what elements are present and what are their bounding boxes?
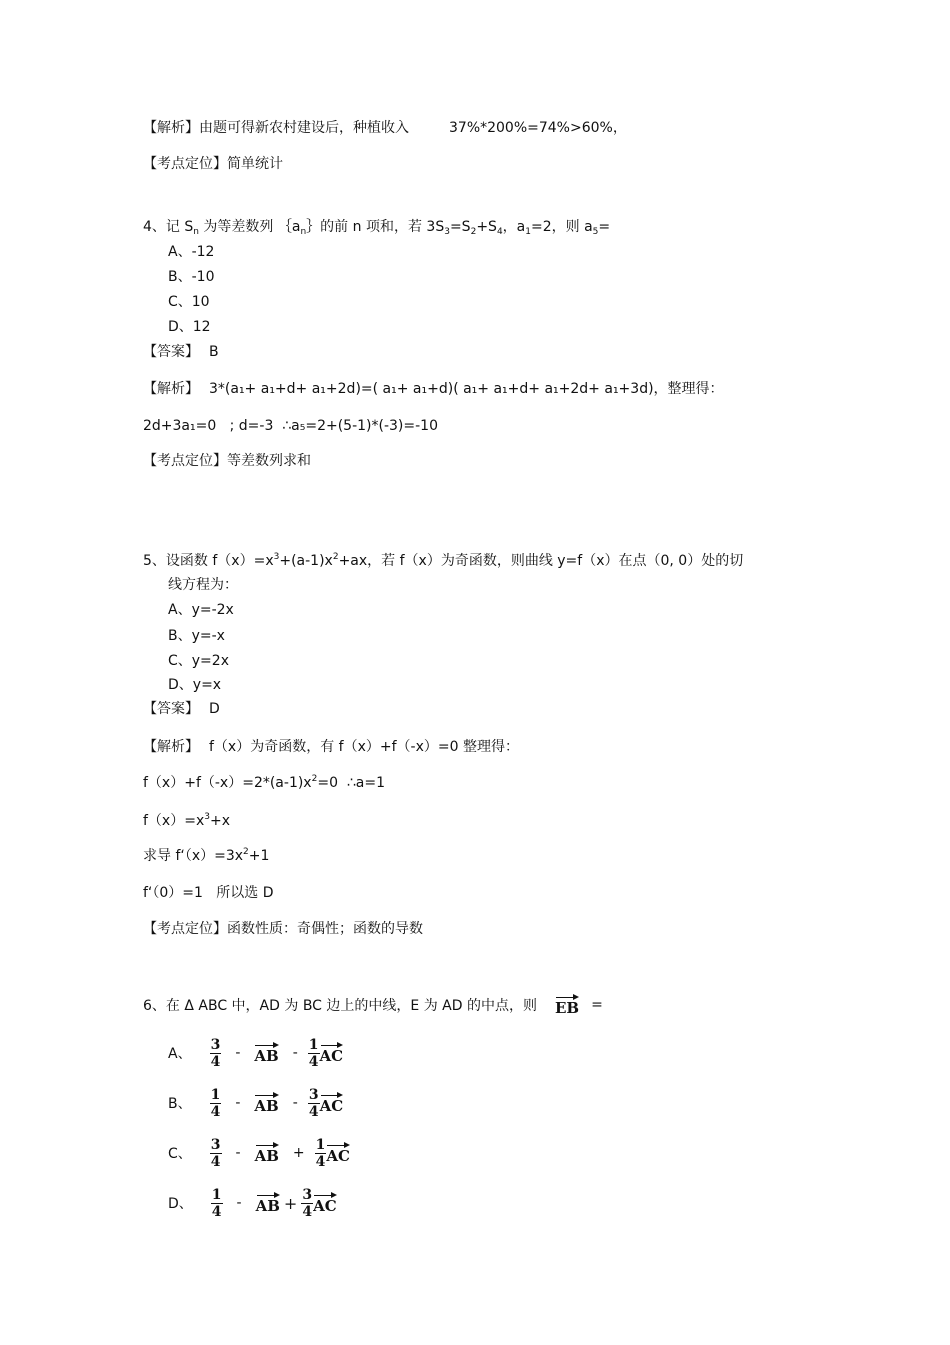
answer-value: B bbox=[209, 344, 219, 360]
analysis-label: 【解析】 bbox=[143, 739, 199, 755]
numerator: 1 bbox=[211, 1186, 222, 1203]
denominator: 4 bbox=[308, 1053, 319, 1070]
fraction bbox=[301, 1187, 313, 1220]
analysis-text: 3*(a₁+ a₁+d+ a₁+2d)=( a₁+ a₁+d)( a₁+ a₁+d+ a₁+2d+ a₁+3d)，整理得： bbox=[209, 381, 724, 397]
q4-topic bbox=[143, 452, 311, 470]
vector-eb: EB bbox=[555, 994, 579, 1016]
stem-text: +S bbox=[476, 219, 497, 235]
operator: + bbox=[283, 1193, 298, 1213]
topic-label: 【考点定位】 bbox=[143, 921, 227, 937]
numerator: 1 bbox=[210, 1086, 221, 1103]
fraction bbox=[308, 1037, 320, 1070]
subscript: 4 bbox=[496, 227, 503, 237]
numerator: 3 bbox=[210, 1136, 221, 1153]
option-label: B、 bbox=[168, 1096, 192, 1112]
numerator: 1 bbox=[315, 1136, 326, 1153]
subscript: 2 bbox=[470, 227, 477, 237]
operator: - bbox=[235, 1145, 241, 1161]
q5-topic bbox=[143, 920, 423, 938]
fraction bbox=[210, 1037, 222, 1070]
denominator: 4 bbox=[302, 1203, 313, 1220]
q4-option-d: D、12 bbox=[168, 319, 211, 335]
q5-option-b: B、y=-x bbox=[168, 628, 225, 644]
q5-stem-line1 bbox=[143, 552, 743, 570]
stem-text: =S bbox=[449, 219, 471, 235]
q3-analysis bbox=[143, 119, 627, 137]
operator: - bbox=[292, 1045, 298, 1061]
denominator: 4 bbox=[211, 1203, 222, 1220]
fraction bbox=[210, 1087, 222, 1120]
topic-text: 简单统计 bbox=[227, 156, 283, 172]
superscript: 2 bbox=[311, 774, 318, 784]
superscript: 3 bbox=[204, 812, 210, 822]
denominator: 4 bbox=[315, 1153, 326, 1170]
operator: + bbox=[292, 1145, 305, 1161]
operator: - bbox=[235, 1095, 241, 1111]
fraction bbox=[308, 1087, 320, 1120]
stem-text: 设函数 f（x）=x bbox=[165, 553, 274, 569]
analysis-text: +x bbox=[209, 813, 230, 829]
q6-option-b bbox=[168, 1083, 343, 1123]
operator: - bbox=[236, 1195, 242, 1211]
q5-option-a: A、y=-2x bbox=[168, 602, 234, 618]
numerator: 1 bbox=[308, 1036, 319, 1053]
q5-analysis-3 bbox=[143, 812, 230, 830]
q5-analysis-2 bbox=[143, 774, 385, 792]
analysis-label: 【解析】 bbox=[143, 381, 199, 397]
denominator: 4 bbox=[210, 1053, 221, 1070]
analysis-text: =0 ∴a=1 bbox=[317, 775, 386, 791]
q6-option-c bbox=[168, 1133, 350, 1173]
analysis-text: +1 bbox=[248, 848, 270, 864]
vector-ab: AB bbox=[254, 1092, 278, 1114]
analysis-value: 37%*200%=74%>60%， bbox=[449, 120, 627, 136]
analysis-text: 由题可得新农村建设后，种植收入 bbox=[199, 120, 409, 136]
topic-label: 【考点定位】 bbox=[143, 453, 227, 469]
answer-label: 【答案】 bbox=[143, 344, 199, 360]
analysis-text: f（x）为奇函数，有 f（x）+f（-x）=0 整理得： bbox=[209, 739, 519, 755]
topic-text: 等差数列求和 bbox=[227, 453, 311, 469]
superscript: 2 bbox=[243, 847, 249, 857]
q6-option-a bbox=[168, 1033, 343, 1073]
stem-text: =2，则 a bbox=[531, 219, 593, 235]
q5-option-d: D、y=x bbox=[168, 677, 222, 693]
q6-stem bbox=[143, 992, 603, 1018]
numerator: 3 bbox=[302, 1186, 313, 1203]
q4-analysis-1 bbox=[143, 380, 724, 398]
q4-option-a: A、-12 bbox=[168, 244, 215, 260]
q4-analysis-2: 2d+3a₁=0 ; d=-3 ∴a₅=2+(5-1)*(-3)=-10 bbox=[143, 418, 438, 434]
denominator: 4 bbox=[308, 1103, 319, 1120]
subscript: 1 bbox=[525, 227, 531, 237]
stem-text: ｝的前 n 项和，若 3S bbox=[306, 219, 445, 235]
stem-text: +ax，若 f（x）为奇函数，则曲线 y=f（x）在点（0, 0）处的切 bbox=[338, 553, 744, 569]
analysis-text: f（x）+f（-x）=2*(a-1)x bbox=[143, 775, 312, 791]
fraction bbox=[210, 1137, 222, 1170]
topic-text: 函数性质：奇偶性；函数的导数 bbox=[227, 921, 423, 937]
analysis-text: f（x）=x bbox=[143, 813, 205, 829]
q4-option-c: C、10 bbox=[168, 294, 210, 310]
q5-analysis-5: f‘（0）=1 所以选 D bbox=[143, 885, 274, 901]
stem-text: 在 Δ ABC 中，AD 为 BC 边上的中线，E 为 AD 的中点，则 bbox=[165, 998, 537, 1014]
q4-stem bbox=[143, 218, 610, 236]
superscript: 2 bbox=[332, 552, 339, 562]
q5-option-c: C、y=2x bbox=[168, 653, 229, 669]
operator: - bbox=[235, 1045, 241, 1061]
subscript: n bbox=[193, 227, 199, 237]
option-label: C、 bbox=[168, 1146, 192, 1162]
answer-label: 【答案】 bbox=[143, 701, 199, 717]
vector-ac: AC bbox=[320, 1092, 344, 1114]
q3-topic bbox=[143, 155, 283, 173]
q5-answer bbox=[143, 700, 220, 718]
subscript: n bbox=[300, 227, 307, 237]
q4-option-b: B、-10 bbox=[168, 269, 215, 285]
q5-analysis-1 bbox=[143, 738, 519, 756]
operator: - bbox=[292, 1095, 298, 1111]
subscript: 3 bbox=[444, 227, 450, 237]
vector-ab: AB bbox=[254, 1042, 278, 1064]
question-number: 6、 bbox=[143, 998, 166, 1014]
analysis-text: 求导 f‘（x）=3x bbox=[143, 848, 244, 864]
numerator: 3 bbox=[210, 1036, 221, 1053]
superscript: 3 bbox=[273, 552, 280, 562]
stem-text: ，a bbox=[502, 219, 526, 235]
denominator: 4 bbox=[210, 1153, 221, 1170]
answer-value: D bbox=[209, 701, 220, 717]
option-label: D、 bbox=[168, 1196, 193, 1212]
topic-label: 【考点定位】 bbox=[143, 156, 227, 172]
vector-ab: AB bbox=[255, 1142, 279, 1164]
question-number: 5、 bbox=[143, 553, 166, 569]
fraction bbox=[315, 1137, 327, 1170]
analysis-label: 【解析】 bbox=[143, 120, 199, 136]
stem-text: 记 S bbox=[165, 219, 194, 235]
q5-stem-line2: 线方程为： bbox=[168, 577, 238, 593]
equals-sign: = bbox=[591, 997, 603, 1013]
denominator: 4 bbox=[210, 1103, 221, 1120]
numerator: 3 bbox=[308, 1086, 319, 1103]
stem-text: 为等差数列 ｛a bbox=[198, 219, 301, 235]
question-number: 4、 bbox=[143, 219, 166, 235]
option-label: A、 bbox=[168, 1046, 192, 1062]
stem-text: = bbox=[598, 219, 611, 235]
vector-ab: AB bbox=[256, 1192, 280, 1214]
vector-ac: AC bbox=[313, 1192, 337, 1214]
vector-ac: AC bbox=[326, 1142, 350, 1164]
fraction bbox=[211, 1187, 223, 1220]
vector-ac: AC bbox=[320, 1042, 344, 1064]
stem-text: +(a-1)x bbox=[279, 553, 333, 569]
q4-answer bbox=[143, 343, 219, 361]
subscript: 5 bbox=[592, 227, 599, 237]
q5-analysis-4 bbox=[143, 847, 269, 865]
q6-option-d bbox=[168, 1183, 337, 1223]
